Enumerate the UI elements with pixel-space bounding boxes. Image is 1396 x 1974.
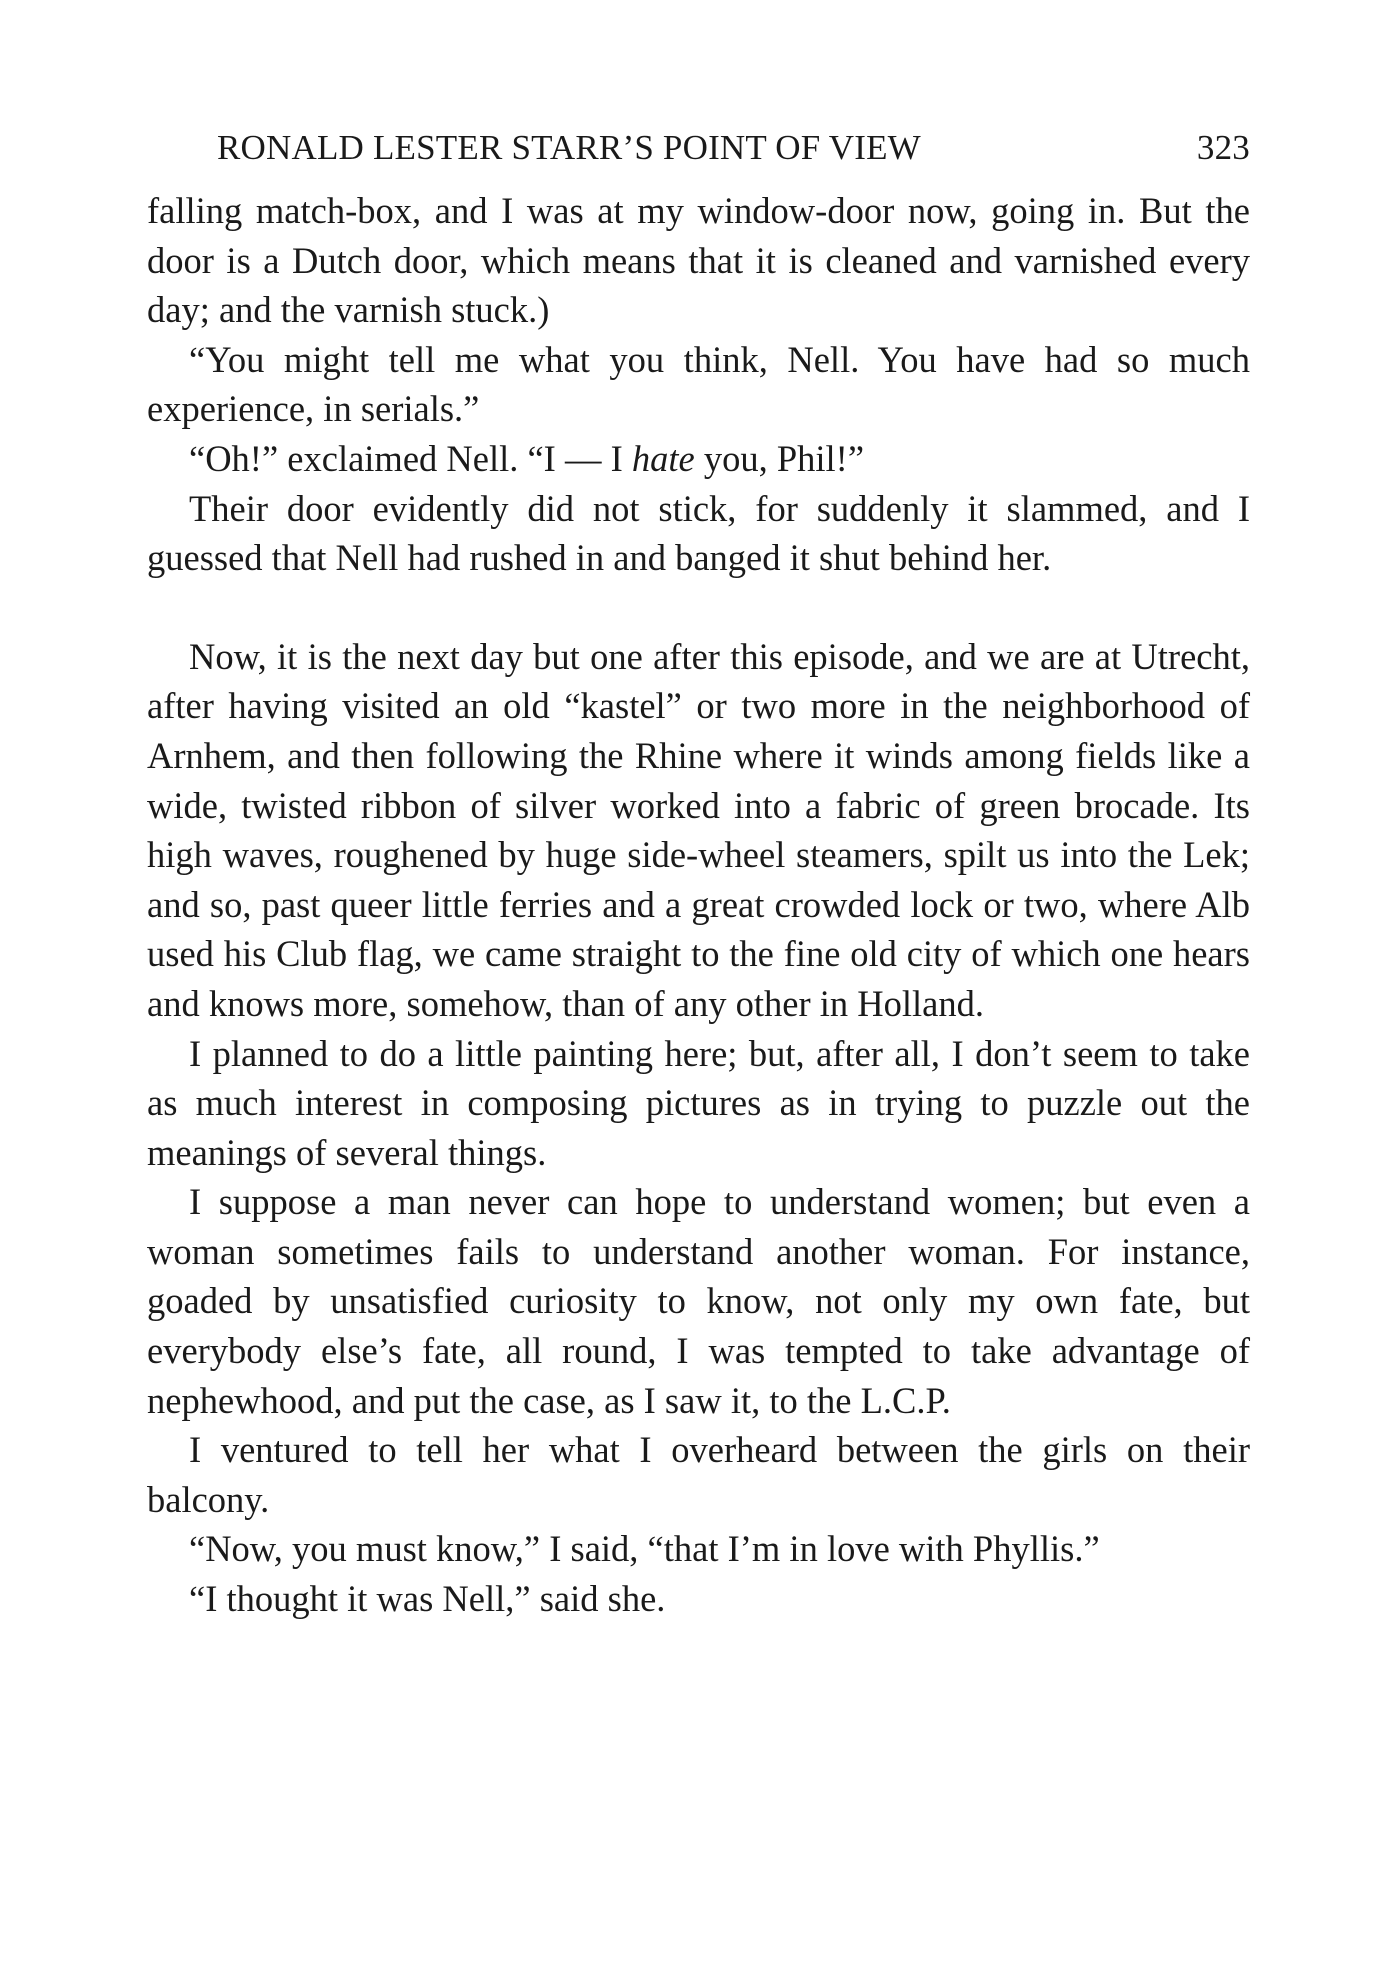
running-title: RONALD LESTER STARR’S POINT OF VIEW (217, 128, 921, 167)
paragraph-8: I ventured to tell her what I overheard between the girls on their balcony. (147, 1429, 1250, 1520)
paragraph-7: I suppose a man never can hope to understand women; but even a woman sometimes fails to understand another woman. For instance, goaded by unsatisfied curiosity to know, not only my own fate, but everybody else’s fate, all round, I was tempted to take advantage of nephewhood, and put the case, as I saw it, to the L.C.P. (147, 1181, 1250, 1421)
running-head (147, 128, 1250, 182)
paragraph-5: Now, it is the next day but one after this episode, and we are at Utrecht, after having visited an old “kastel” or two more in the neighborhood of Arnhem, and then following the Rhine where it winds among fields like a wide, twisted ribbon of silver worked into a fabric of green brocade. Its high waves, roughened by huge side-wheel steamers, spilt us into the Lek; and so, past queer little ferries and a great crowded lock or two, where Alb used his Club flag, we came straight to the fine old city of which one hears and knows more, somehow, than of any other in Holland. (147, 635, 1250, 1024)
paragraph-3-emphasis: hate (631, 437, 695, 479)
paragraph-3-before: “Oh!” exclaimed Nell. “I — I (189, 437, 632, 479)
section-break (147, 583, 1250, 632)
book-page (147, 128, 1250, 1624)
paragraph-10: “I thought it was Nell,” said she. (189, 1578, 666, 1620)
paragraph-6: I planned to do a little painting here; but, after all, I don’t seem to take as much interest in composing pictures as in trying to puzzle out the meanings of several things. (147, 1032, 1250, 1173)
paragraph-3-after: you, Phil!” (694, 437, 865, 479)
page-number: 323 (1196, 128, 1250, 167)
paragraph-4: Their door evidently did not stick, for suddenly it slammed, and I guessed that Nell had rushed in and banged it shut behind her. (147, 487, 1250, 579)
paragraph-9: “Now, you must know,” I said, “that I’m in love with Phyllis.” (189, 1528, 1100, 1570)
paragraph-1: falling match-box, and I was at my window-door now, going in. But the door is a Dutch door, which means that it is cleaned and varnished every day; and the varnish stuck.) (147, 190, 1250, 331)
paragraph-2: “You might tell me what you think, Nell. You have had so much experience, in serials.” (147, 338, 1250, 430)
paragraph-3 (147, 434, 1250, 484)
